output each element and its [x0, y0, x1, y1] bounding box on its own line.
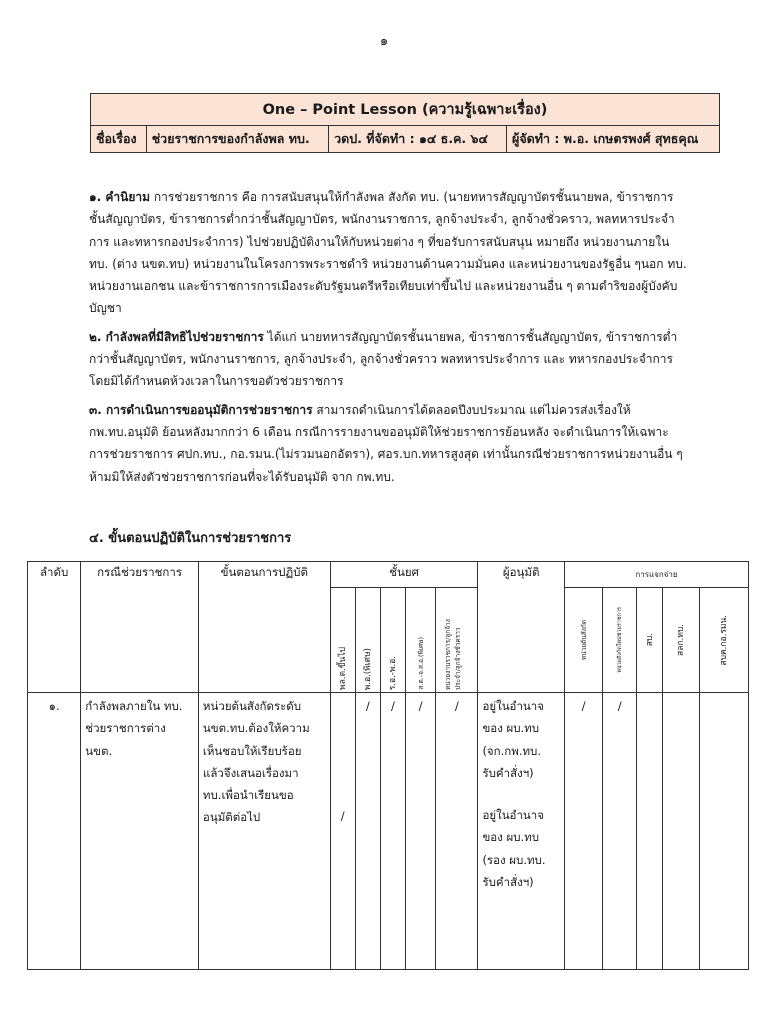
- dist-mark-cell-5: [699, 693, 748, 970]
- section-1-heading: ๑. คำนิยาม: [89, 190, 151, 204]
- dist-mark: /: [581, 699, 586, 713]
- approver-line: (จก.กพ.ทบ.: [482, 743, 542, 758]
- procedure-table: [27, 561, 749, 970]
- topic-label: ชื่อเรื่อง: [91, 126, 147, 153]
- step-line: ทบ.เพื่อนำเรียนขอ: [202, 788, 294, 803]
- lesson-title: One – Point Lesson (ความรู้เฉพาะเรื่อง): [91, 94, 720, 126]
- section-2-text: ได้แก่ นายทหารสัญญาบัตรชั้นนายพล, ข้าราชการชั้นสัญญาบัตร, ข้าราชการต่ำกว่าชั้นสัญญาบัตร, พนักงานราชการ, ลูกจ้างประจำ, ลูกจ้างชั่วคราว พลทหารประจำการ และ ทหารกองประจำการ โดยมิได้กำหนดห้วงเวลาในการขอตัวช่วยราชการ: [89, 329, 678, 389]
- approver-line: อยู่ในอำนาจ: [482, 808, 544, 823]
- rank-sub-4: ส.ต.-จ.ส.อ.(พิเศษ): [416, 637, 425, 690]
- dist-sub-1: หน่วยต้นสังกัด: [579, 619, 588, 661]
- rank-mark-cell-4: [406, 693, 436, 970]
- page-number: ๑: [379, 34, 389, 49]
- step-line: อนุมัติต่อไป: [202, 810, 261, 825]
- row-order: ๑.: [28, 693, 81, 970]
- dist-mark-cell-2: [603, 693, 637, 970]
- approver-line: (รอง ผบ.ทบ.: [482, 852, 546, 867]
- step-line: แล้วจึงเสนอเรื่องมา: [202, 765, 299, 780]
- topic-value: ช่วยราชการของกำลังพล ทบ.: [146, 126, 328, 153]
- col-approver: ผู้อนุมัติ: [478, 562, 564, 693]
- col-order: ลำดับ: [28, 562, 81, 693]
- rank-mark: /: [418, 699, 423, 713]
- dist-mark: /: [617, 699, 622, 713]
- col-steps: ขั้นตอนการปฏิบัติ: [198, 562, 330, 693]
- section-2-heading: ๒. กำลังพลที่มีสิทธิไปช่วยราชการ: [89, 329, 264, 344]
- table-row: [28, 693, 749, 970]
- author: ผู้จัดทำ : พ.อ. เกษตรพงศ์ สุทธคุณ: [507, 126, 720, 153]
- step-line: หน่วยต้นสังกัดระดับ: [202, 699, 302, 713]
- case-line: กำลังพลภายใน ทบ.: [85, 699, 183, 713]
- case-line: นขต.: [85, 743, 113, 758]
- dist-mark-cell-4: [663, 693, 699, 970]
- lesson-body: [89, 186, 689, 494]
- approver-line: รับคำสั่งฯ): [482, 875, 534, 890]
- section-1: [89, 186, 689, 320]
- row-case: [81, 693, 199, 970]
- rank-mark-cell-2: [355, 693, 380, 970]
- dist-mark-cell-3: [637, 693, 663, 970]
- rank-mark-cell-1: [330, 693, 355, 970]
- approver-line: อยู่ในอำนาจ: [482, 699, 544, 713]
- rank-mark: /: [391, 699, 395, 713]
- dist-sub-5: สบค.กอ.รมน.: [718, 614, 729, 666]
- section-4-heading: ๔. ขั้นตอนปฏิบัติในการช่วยราชการ: [89, 531, 292, 546]
- rank-sub-2: พ.อ.(พิเศษ): [362, 647, 373, 690]
- section-3: [89, 399, 689, 488]
- approver-line: ของ ผบ.ทบ: [482, 830, 540, 845]
- col-case: กรณีช่วยราชการ: [81, 562, 199, 693]
- approver-line: ของ ผบ.ทบ: [482, 721, 540, 736]
- row-approver: [478, 693, 564, 970]
- rank-sub-1: พล.ต.ขึ้นไป: [337, 646, 348, 690]
- approver-line: รับคำสั่งฯ): [482, 765, 534, 780]
- rank-sub-3: ร.อ.-พ.อ.: [387, 655, 398, 690]
- section-3-text: สามารถดำเนินการได้ตลอดปีงบประมาณ แต่ไม่ควรส่งเรื่องให้ กพ.ทบ.อนุมัติ ย้อนหลังมากกว่า 6 เดือน กรณีการรายงานขออนุมัติให้ช่วยราชการย้อนหลัง จะดำเนินการให้เฉพาะการช่วยราชการ ศปก.ทบ., กอ.รมน.(ไม่รวมนอกอัตรา), ศอร.บก.ทหารสูงสุด เท่านั้นกรณีช่วยราชการหน่วยงานอื่น ๆ ห้ามมิให้ส่งตัวช่วยราชการก่อนที่จะได้รับอนุมัติ จาก กพ.ทบ.: [89, 402, 683, 484]
- rank-mark: /: [365, 699, 370, 713]
- col-rank: ชั้นยศ: [330, 562, 478, 588]
- lesson-header: [90, 93, 720, 153]
- created-date: วดป. ที่จัดทำ : ๑๔ ธ.ค. ๖๔: [329, 126, 507, 153]
- rank-mark-cell-5: [436, 693, 478, 970]
- rank-mark-cell-3: [380, 693, 405, 970]
- row-steps: [198, 693, 330, 970]
- rank-sub-5: หน่วยงานราชการ/ลูกจ้างประจำ/ลูกจ้างชั่วคราว: [443, 619, 462, 690]
- dist-mark-cell-1: [564, 693, 602, 970]
- step-line: เห็นชอบให้เรียบร้อย: [202, 743, 302, 758]
- section-1-text: การช่วยราชการ คือ การสนับสนุนให้กำลังพล สังกัด ทบ. (นายทหารสัญญาบัตรชั้นนายพล, ข้าราชการชั้นสัญญาบัตร, ข้าราชการต่ำกว่าชั้นสัญญาบัตร, พนักงานราชการ, ลูกจ้างประจำ, ลูกจ้างชั่วคราว, พลทหารประจำการ และทหารกองประจำการ) ไปช่วยปฏิบัติงานให้กับหน่วยต่าง ๆ ที่ขอรับการสนับสนุน หมายถึง หน่วยงานภายใน ทบ. (ต่าง นขต.ทบ) หน่วยงานในโครงการพระราชดำริ หน่วยงานด้านความมั่นคง และหน่วยงานของรัฐอื่น ๆนอก ทบ. หน่วยงานเอกชน และข้าราชการการเมืองระดับรัฐมนตรีหรือเทียบเท่าขึ้นไป และหน่วยงานอื่น ๆ ตามดำริของผู้บังคับบัญชา: [89, 190, 687, 316]
- dist-sub-2: หน่วยสังกัดใหม่ช่วยราชการ: [616, 607, 623, 673]
- case-line: ช่วยราชการต่าง: [85, 721, 166, 736]
- col-distribution: การแจกจ่าย: [564, 562, 748, 588]
- dist-sub-3: สบ.: [644, 633, 655, 647]
- dist-sub-4: สลก.ทบ.: [676, 624, 687, 656]
- step-line: นขต.ทบ.ต้องให้ความ: [202, 721, 310, 736]
- rank-mark: /: [340, 809, 345, 823]
- rank-mark: /: [454, 699, 459, 713]
- section-2: [89, 326, 689, 393]
- section-3-heading: ๓. การดำเนินการขออนุมัติการช่วยราชการ: [89, 402, 313, 417]
